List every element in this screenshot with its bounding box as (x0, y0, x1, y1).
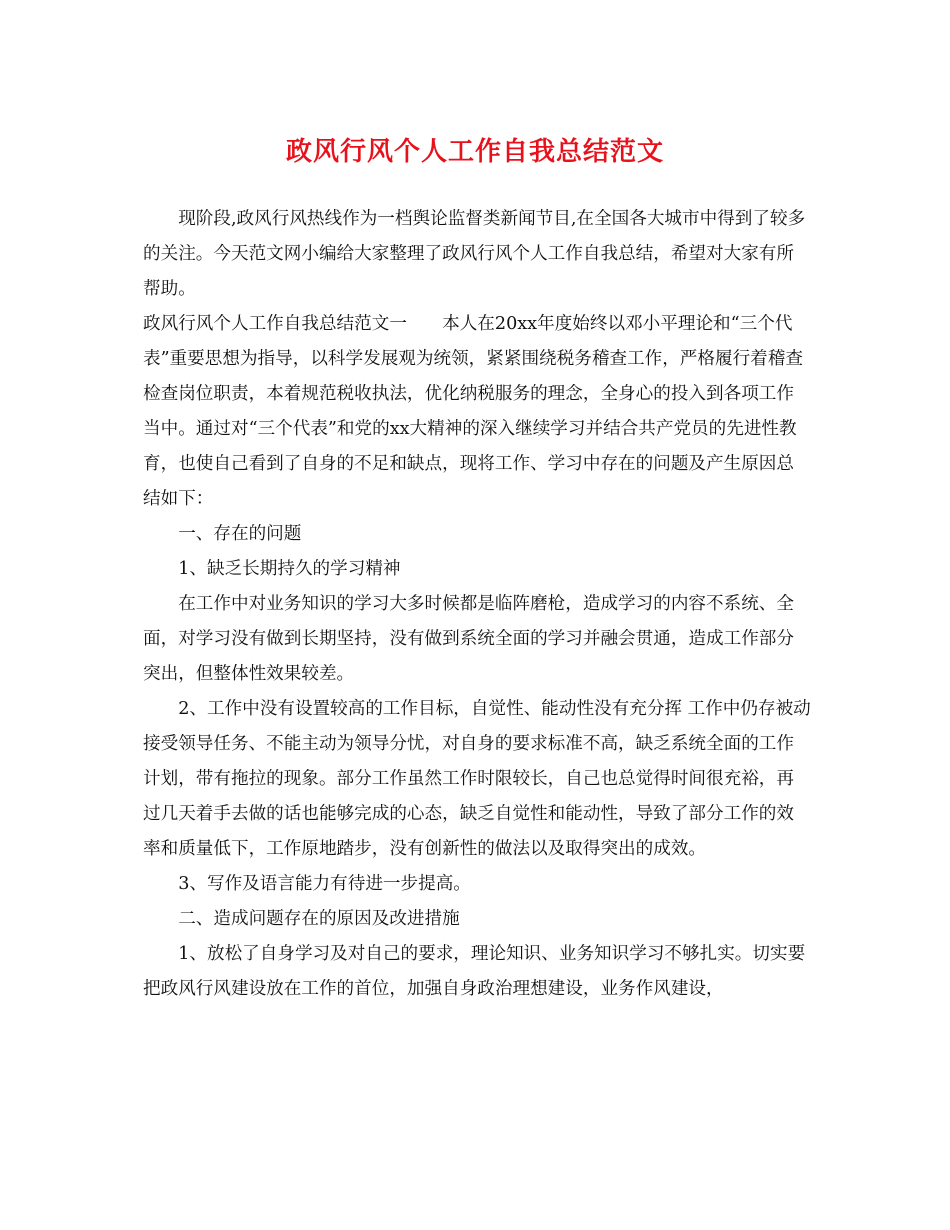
problem-item-1-title: 1、缺乏长期持久的学习精神 (178, 559, 401, 579)
problem-item-2: 2、工作中没有设置较高的工作目标，自觉性、能动性没有充分挥 工作中仍存被动接受领导任务、不能主动为领导分忧，对自身的要求标准不高，缺乏系统全面的工作计划，带有拖拉的现象。部分工作虽然工作时限较长，自己也总觉得时间很充裕，再过几天着手去做的话也能够完成的心态，缺乏自觉性和能动性，导致了部分工作的效率和质量低下，工作原地踏步，没有创新性的做法以及取得突出的成效。 (143, 699, 811, 859)
problem-item-1-body: 在工作中对业务知识的学习大多时候都是临阵磨枪，造成学习的内容不系统、全面，对学习没有做到长期坚持，没有做到系统全面的学习并融会贯通，造成工作部分突出，但整体性效果较差。 (143, 594, 794, 684)
document-title: 政风行风个人工作自我总结范文 (285, 137, 664, 167)
problems-heading: 一、存在的问题 (178, 524, 302, 544)
intro-paragraph: 现阶段,政风行风热线作为一档舆论监督类新闻节目,在全国各大城市中得到了较多的关注。今天范文网小编给大家整理了政风行风个人工作自我总结，希望对大家有所帮助。 (143, 209, 806, 299)
problem-item-3: 3、写作及语言能力有待进一步提高。 (178, 874, 471, 894)
causes-heading: 二、造成问题存在的原因及改进措施 (178, 909, 460, 929)
document-body (143, 202, 811, 1007)
cause-item-1: 1、放松了自身学习及对自己的要求，理论知识、业务知识学习不够扎实。切实要把政风行风建设放在工作的首位，加强自身政治理想建设，业务作风建设， (143, 944, 806, 999)
section-one-paragraph: 政风行风个人工作自我总结范文一 本人在20xx年度始终以邓小平理论和“三个代表”重要思想为指导，以科学发展观为统领，紧紧围绕税务稽查工作，严格履行着稽查检查岗位职责，本着规范税收执法，优化纳税服务的理念，全身心的投入到各项工作当中。通过对“三个代表”和党的xx大精神的深入继续学习并结合共产党员的先进性教育，也使自己看到了自身的不足和缺点，现将工作、学习中存在的问题及产生原因总结如下： (143, 314, 803, 509)
